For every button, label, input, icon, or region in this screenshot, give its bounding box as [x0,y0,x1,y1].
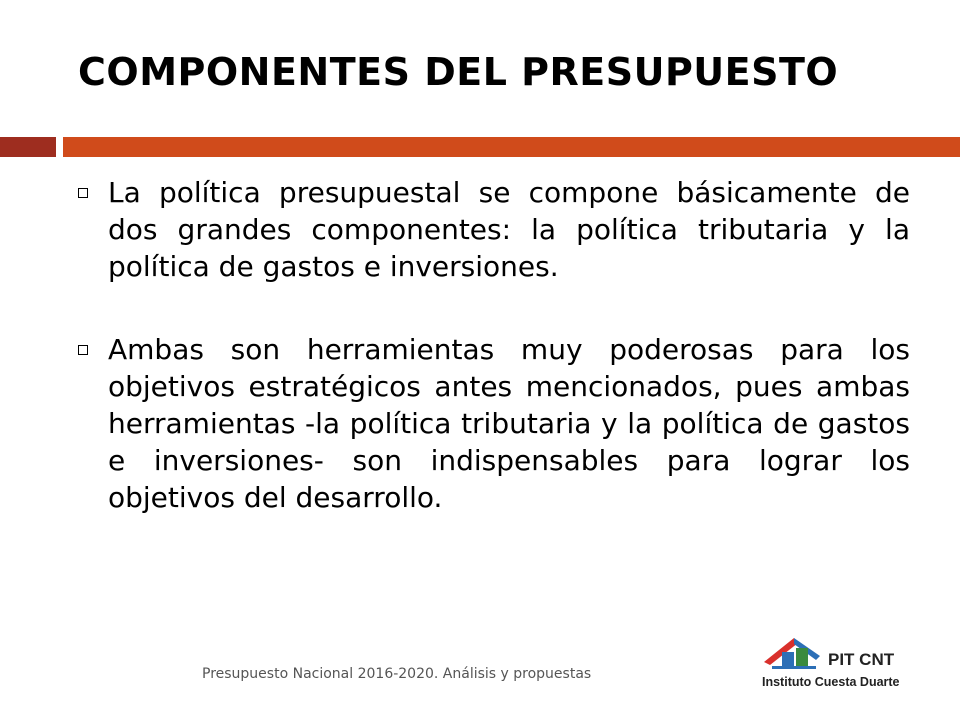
logo-subtitle: Instituto Cuesta Duarte [762,675,900,689]
bullet-list [76,174,910,562]
footer-text: Presupuesto Nacional 2016-2020. Análisis y propuestas [202,666,592,682]
bullet-text: La política presupuestal se compone básicamente de dos grandes componentes: la política tributaria y la política de gastos e inversiones. [108,176,910,283]
pit-cnt-house-logo-icon [758,632,830,676]
hollow-square-bullet-icon [78,188,88,198]
bullet-text: Ambas son herramientas muy poderosas para los objetivos estratégicos antes mencionados, pues ambas herramientas -la política tributaria y la política de gastos e inversiones- son indispensables para lograr los objetivos del desarrollo. [108,333,910,514]
pit-cnt-logo [758,632,910,694]
title-accent-bar [63,137,960,157]
slide-title: COMPONENTES DEL PRESUPUESTO [78,50,839,94]
title-accent-bar-dark [0,137,56,157]
logo-name: PIT CNT [828,650,895,669]
bullet-item [76,174,910,285]
bullet-item [76,331,910,516]
hollow-square-bullet-icon [78,345,88,355]
